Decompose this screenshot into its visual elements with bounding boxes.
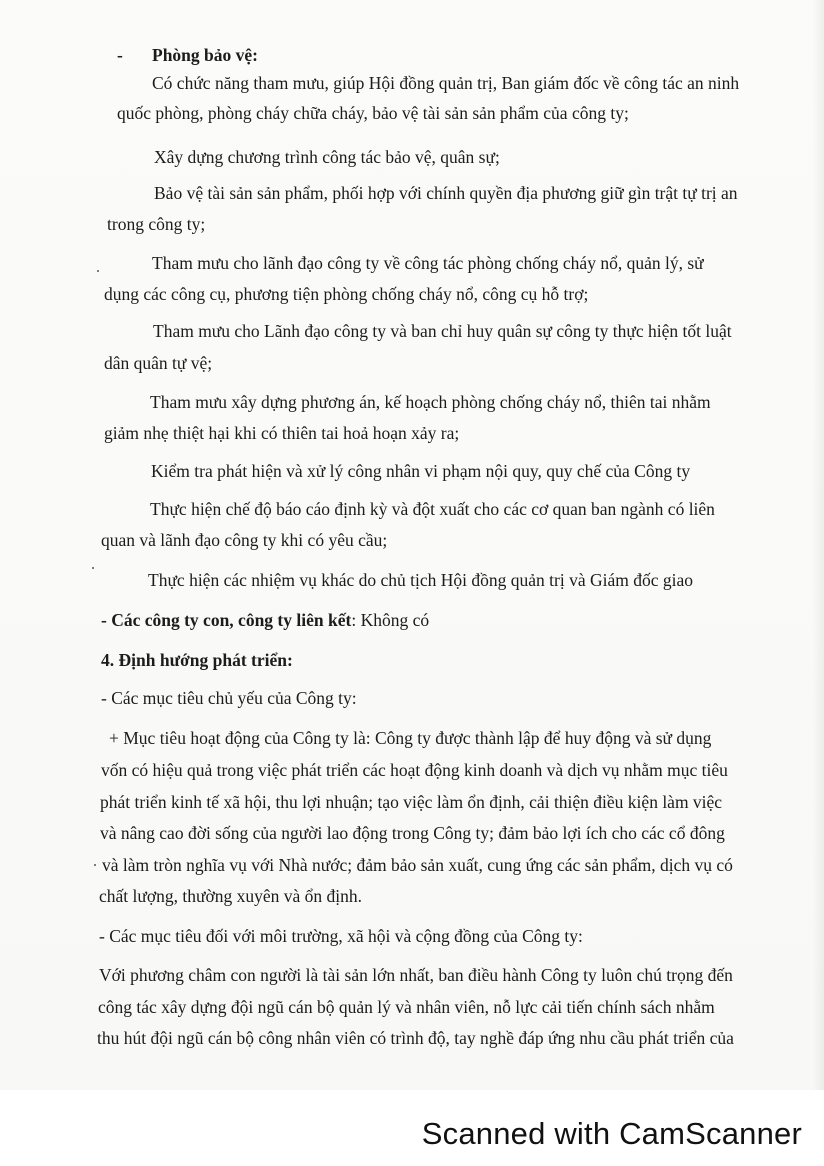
paragraph-line: Tham mưu xây dựng phương án, kế hoạch phòng chống cháy nổ, thiên tai nhằm bbox=[150, 392, 711, 412]
paragraph-line: Bảo vệ tài sản sản phẩm, phối hợp với chính quyền địa phương giữ gìn trật tự trị an bbox=[154, 183, 738, 203]
paragraph-line: quốc phòng, phòng cháy chữa cháy, bảo vệ tài sản sản phẩm của công ty; bbox=[117, 103, 629, 123]
scan-speck bbox=[92, 567, 94, 569]
subsidiaries-label: - Các công ty con, công ty liên kết bbox=[101, 610, 352, 630]
paragraph-line: vốn có hiệu quả trong việc phát triển các hoạt động kinh doanh và dịch vụ nhằm mục tiêu bbox=[101, 760, 728, 780]
paragraph-line: công tác xây dựng đội ngũ cán bộ quản lý và nhân viên, nỗ lực cải tiến chính sách nhằm bbox=[98, 997, 715, 1017]
paragraph-line: và làm tròn nghĩa vụ với Nhà nước; đảm bảo sản xuất, cung ứng các sản phẩm, dịch vụ có bbox=[102, 855, 733, 875]
paragraph-line: Tham mưu cho lãnh đạo công ty về công tác phòng chống cháy nổ, quản lý, sử bbox=[152, 253, 704, 273]
paragraph-line: quan và lãnh đạo công ty khi có yêu cầu; bbox=[101, 530, 388, 550]
paragraph-line: phát triển kinh tế xã hội, thu lợi nhuận; tạo việc làm ổn định, cải thiện điều kiện làm việc bbox=[100, 792, 723, 812]
scan-speck bbox=[94, 864, 96, 866]
paragraph-line: Kiểm tra phát hiện và xử lý công nhân vi phạm nội quy, quy chế của Công ty bbox=[151, 461, 691, 481]
section-title: Phòng bảo vệ: bbox=[152, 45, 258, 65]
paragraph-line: thu hút đội ngũ cán bộ công nhân viên có trình độ, tay nghề đáp ứng nhu cầu phát triển của bbox=[97, 1028, 734, 1048]
paragraph-line: Tham mưu cho Lãnh đạo công ty và ban chỉ huy quân sự công ty thực hiện tốt luật bbox=[153, 321, 732, 341]
scan-speck bbox=[97, 270, 99, 272]
subsidiaries-line bbox=[101, 609, 429, 631]
paragraph-line: Thực hiện chế độ báo cáo định kỳ và đột xuất cho các cơ quan ban ngành có liên bbox=[150, 499, 715, 519]
scanner-footer bbox=[0, 1090, 824, 1166]
section-dash: - bbox=[117, 45, 123, 65]
section-4-title: 4. Định hướng phát triển: bbox=[101, 650, 293, 670]
paragraph-line: giảm nhẹ thiệt hại khi có thiên tai hoả hoạn xảy ra; bbox=[104, 423, 460, 443]
paragraph-line: Thực hiện các nhiệm vụ khác do chủ tịch Hội đồng quản trị và Giám đốc giao bbox=[148, 570, 694, 590]
paragraph-line: Xây dựng chương trình công tác bảo vệ, quân sự; bbox=[154, 147, 500, 167]
paragraph-line: dụng các công cụ, phương tiện phòng chống cháy nổ, công cụ hỗ trợ; bbox=[104, 284, 589, 304]
paragraph-line: trong công ty; bbox=[107, 214, 206, 234]
env-intro: - Các mục tiêu đối với môi trường, xã hội và cộng đồng của Công ty: bbox=[99, 926, 583, 946]
camscanner-watermark: Scanned with CamScanner bbox=[421, 1116, 802, 1151]
paragraph-line: Với phương châm con người là tài sản lớn nhất, ban điều hành Công ty luôn chú trọng đến bbox=[99, 965, 733, 985]
paragraph-line: dân quân tự vệ; bbox=[104, 353, 213, 373]
subsidiaries-value: : Không có bbox=[351, 610, 430, 630]
paragraph-line: Có chức năng tham mưu, giúp Hội đồng quản trị, Ban giám đốc về công tác an ninh bbox=[152, 73, 740, 93]
paragraph-line: + Mục tiêu hoạt động của Công ty là: Công ty được thành lập để huy động và sử dụng bbox=[109, 728, 712, 748]
paragraph-line: chất lượng, thường xuyên và ổn định. bbox=[99, 886, 362, 906]
goals-intro: - Các mục tiêu chủ yếu của Công ty: bbox=[101, 688, 357, 708]
paragraph-line: và nâng cao đời sống của người lao động trong Công ty; đảm bảo lợi ích cho các cổ đông bbox=[100, 823, 725, 843]
